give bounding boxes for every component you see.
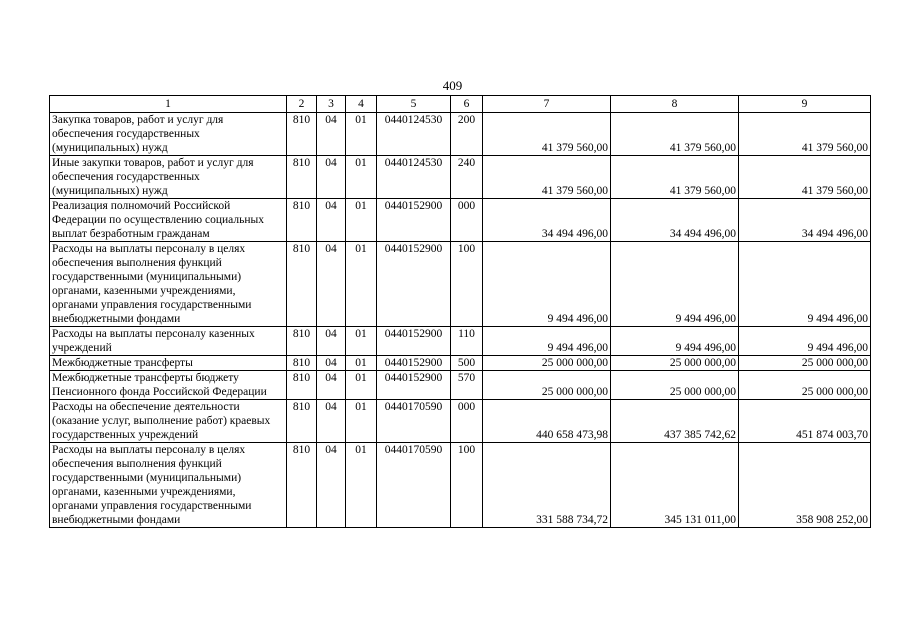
cell-section: 04 — [317, 400, 346, 443]
cell-expense-type: 570 — [451, 371, 483, 400]
cell-amount-col8: 9 494 496,00 — [611, 327, 739, 356]
header-cell: 8 — [611, 96, 739, 113]
cell-section: 04 — [317, 156, 346, 199]
cell-section: 04 — [317, 242, 346, 327]
cell-subsection: 01 — [346, 199, 377, 242]
cell-subsection: 01 — [346, 371, 377, 400]
cell-expense-type: 500 — [451, 356, 483, 371]
cell-amount-col7: 9 494 496,00 — [483, 242, 611, 327]
cell-ministry-code: 810 — [287, 199, 317, 242]
cell-expense-type: 000 — [451, 199, 483, 242]
cell-amount-col9: 358 908 252,00 — [739, 443, 871, 528]
cell-subsection: 01 — [346, 113, 377, 156]
cell-target-article: 0440152900 — [377, 356, 451, 371]
table-row — [50, 113, 871, 156]
table-row — [50, 242, 871, 327]
cell-amount-col8: 25 000 000,00 — [611, 371, 739, 400]
cell-subsection: 01 — [346, 400, 377, 443]
cell-amount-col7: 25 000 000,00 — [483, 356, 611, 371]
cell-amount-col9: 25 000 000,00 — [739, 371, 871, 400]
cell-description: Иные закупки товаров, работ и услуг для обеспечения государственных (муниципальных) нужд — [50, 156, 287, 199]
table-row — [50, 327, 871, 356]
cell-amount-col7: 9 494 496,00 — [483, 327, 611, 356]
cell-target-article: 0440152900 — [377, 371, 451, 400]
cell-amount-col8: 345 131 011,00 — [611, 443, 739, 528]
cell-amount-col8: 34 494 496,00 — [611, 199, 739, 242]
header-cell: 4 — [346, 96, 377, 113]
cell-amount-col7: 25 000 000,00 — [483, 371, 611, 400]
cell-description: Расходы на выплаты персоналу в целях обеспечения выполнения функций государственными (муниципальными) органами, казенными учреждениями, органами управления государственными внебюджетными фондами — [50, 443, 287, 528]
header-cell: 1 — [50, 96, 287, 113]
table-row — [50, 371, 871, 400]
cell-amount-col9: 34 494 496,00 — [739, 199, 871, 242]
cell-amount-col8: 25 000 000,00 — [611, 356, 739, 371]
cell-subsection: 01 — [346, 443, 377, 528]
cell-description: Расходы на выплаты персоналу в целях обеспечения выполнения функций государственными (муниципальными) органами, казенными учреждениями, органами управления государственными внебюджетными фондами — [50, 242, 287, 327]
cell-target-article: 0440124530 — [377, 156, 451, 199]
cell-description: Реализация полномочий Российской Федерации по осуществлению социальных выплат безработным гражданам — [50, 199, 287, 242]
cell-ministry-code: 810 — [287, 400, 317, 443]
cell-ministry-code: 810 — [287, 113, 317, 156]
cell-expense-type: 240 — [451, 156, 483, 199]
cell-target-article: 0440152900 — [377, 199, 451, 242]
cell-amount-col9: 41 379 560,00 — [739, 156, 871, 199]
cell-expense-type: 000 — [451, 400, 483, 443]
header-cell: 5 — [377, 96, 451, 113]
cell-amount-col9: 9 494 496,00 — [739, 242, 871, 327]
cell-ministry-code: 810 — [287, 156, 317, 199]
table-row — [50, 199, 871, 242]
table-row — [50, 156, 871, 199]
cell-ministry-code: 810 — [287, 356, 317, 371]
cell-target-article: 0440152900 — [377, 327, 451, 356]
cell-section: 04 — [317, 113, 346, 156]
cell-description: Расходы на обеспечение деятельности (оказание услуг, выполнение работ) краевых государственных учреждений — [50, 400, 287, 443]
cell-amount-col7: 34 494 496,00 — [483, 199, 611, 242]
cell-expense-type: 100 — [451, 443, 483, 528]
cell-target-article: 0440170590 — [377, 443, 451, 528]
cell-expense-type: 200 — [451, 113, 483, 156]
cell-section: 04 — [317, 327, 346, 356]
table-row — [50, 443, 871, 528]
cell-section: 04 — [317, 199, 346, 242]
page-number: 409 — [442, 78, 463, 93]
cell-ministry-code: 810 — [287, 371, 317, 400]
cell-subsection: 01 — [346, 242, 377, 327]
cell-section: 04 — [317, 371, 346, 400]
cell-ministry-code: 810 — [287, 443, 317, 528]
cell-description: Закупка товаров, работ и услуг для обеспечения государственных (муниципальных) нужд — [50, 113, 287, 156]
budget-table — [49, 95, 871, 528]
cell-subsection: 01 — [346, 327, 377, 356]
cell-expense-type: 100 — [451, 242, 483, 327]
cell-amount-col8: 9 494 496,00 — [611, 242, 739, 327]
cell-section: 04 — [317, 443, 346, 528]
cell-target-article: 0440124530 — [377, 113, 451, 156]
cell-section: 04 — [317, 356, 346, 371]
cell-target-article: 0440170590 — [377, 400, 451, 443]
header-cell: 6 — [451, 96, 483, 113]
cell-subsection: 01 — [346, 156, 377, 199]
cell-description: Межбюджетные трансферты — [50, 356, 287, 371]
cell-amount-col7: 440 658 473,98 — [483, 400, 611, 443]
cell-amount-col8: 437 385 742,62 — [611, 400, 739, 443]
header-cell: 7 — [483, 96, 611, 113]
header-cell: 3 — [317, 96, 346, 113]
cell-amount-col7: 41 379 560,00 — [483, 113, 611, 156]
header-cell: 2 — [287, 96, 317, 113]
cell-amount-col7: 41 379 560,00 — [483, 156, 611, 199]
cell-amount-col8: 41 379 560,00 — [611, 113, 739, 156]
cell-amount-col8: 41 379 560,00 — [611, 156, 739, 199]
cell-amount-col9: 41 379 560,00 — [739, 113, 871, 156]
cell-description: Расходы на выплаты персоналу казенных учреждений — [50, 327, 287, 356]
cell-amount-col9: 25 000 000,00 — [739, 356, 871, 371]
cell-subsection: 01 — [346, 356, 377, 371]
cell-amount-col9: 9 494 496,00 — [739, 327, 871, 356]
cell-amount-col7: 331 588 734,72 — [483, 443, 611, 528]
cell-amount-col9: 451 874 003,70 — [739, 400, 871, 443]
table-row — [50, 400, 871, 443]
cell-target-article: 0440152900 — [377, 242, 451, 327]
cell-description: Межбюджетные трансферты бюджету Пенсионного фонда Российской Федерации — [50, 371, 287, 400]
header-row — [50, 96, 871, 113]
table-row — [50, 356, 871, 371]
header-cell: 9 — [739, 96, 871, 113]
cell-ministry-code: 810 — [287, 327, 317, 356]
cell-expense-type: 110 — [451, 327, 483, 356]
cell-ministry-code: 810 — [287, 242, 317, 327]
